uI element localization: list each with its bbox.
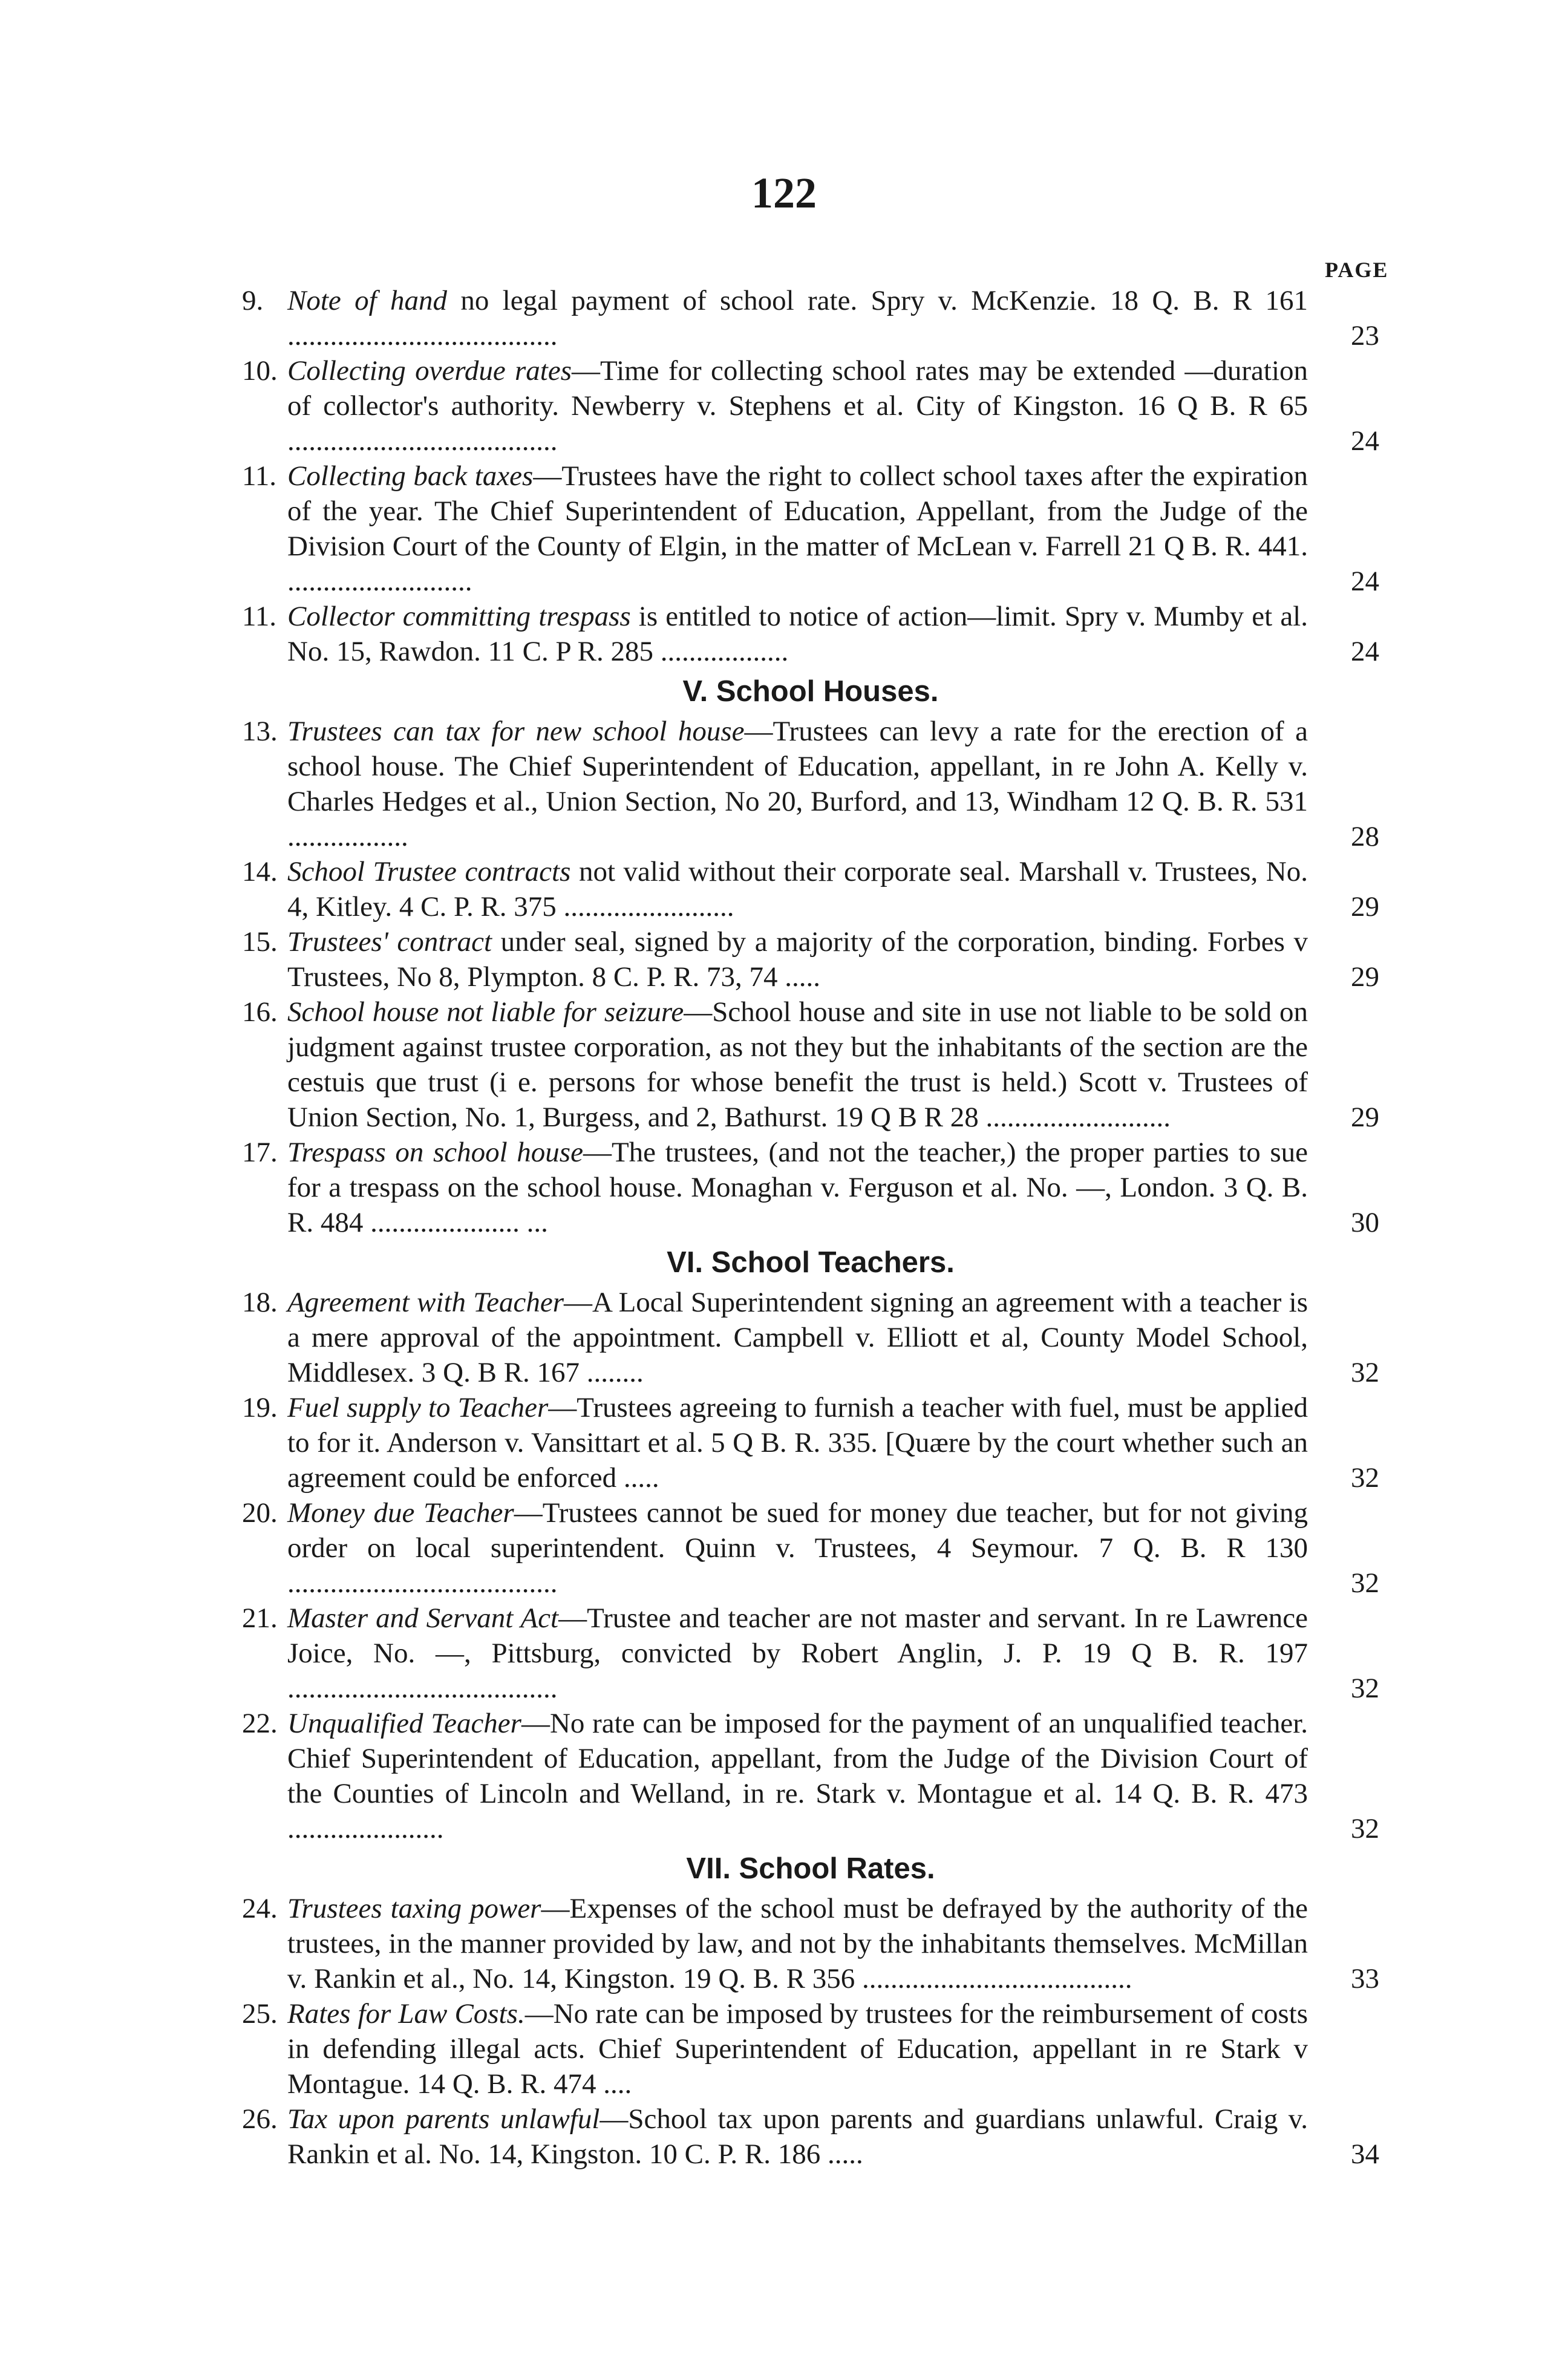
entry-title: Agreement with Teacher bbox=[287, 1287, 564, 1318]
entry-text: —Trustees have the right to collect school taxes after the expiration of the year. The Chief Superintendent of Education, Appellant, from the Judge of the Division Court of the County of Elgin, in the matter of McLean v. Farrell 21 Q B. R. 441. .......................... bbox=[287, 460, 1308, 597]
entry-number: 26. bbox=[242, 2103, 278, 2135]
index-entry bbox=[242, 1891, 1379, 1996]
entry-number: 21. bbox=[242, 1602, 278, 1634]
entry-page-ref: 34 bbox=[1351, 2138, 1379, 2170]
entry-text: —School tax upon parents and guardians unlawful. Craig v. Rankin et al. No. 14, Kingston. 10 C. P. R. 186 ..... bbox=[287, 2103, 1308, 2170]
index-entry bbox=[242, 599, 1379, 669]
entry-number: 11. bbox=[242, 601, 277, 632]
index-entry bbox=[242, 714, 1379, 854]
index-entry bbox=[242, 1996, 1379, 2102]
page-column-label: PAGE bbox=[1325, 258, 1389, 282]
entry-page-ref: 32 bbox=[1351, 1462, 1379, 1494]
entry-text: —School house and site in use not liable to be sold on judgment against trustee corporation, as not they but the inhabitants of the section are the cestuis que trust (i e. persons for whose benefit the trust is held.) Scott v. Trustees of Union Section, No. 1, Burgess, and 2, Bathurst. 19 Q B R 28 .......................... bbox=[287, 996, 1308, 1133]
entry-text: —Expenses of the school must be defrayed by the authority of the trustees, in the manner provided by law, and not by the inhabitants themselves. McMillan v. Rankin et al., No. 14, Kingston. 19 Q. B. R 356 ...................................... bbox=[287, 1893, 1308, 1994]
entry-page-ref: 24 bbox=[1351, 566, 1379, 597]
index-entry bbox=[242, 1706, 1379, 1846]
entry-number: 15. bbox=[242, 926, 278, 958]
entry-text: is entitled to notice of action—limit. Spry v. Mumby et al. No. 15, Rawdon. 11 C. P R. 285 .................. bbox=[287, 601, 1308, 667]
entry-page-ref: 30 bbox=[1351, 1207, 1379, 1238]
entry-title: Fuel supply to Teacher bbox=[287, 1392, 549, 1423]
entry-title: Collecting back taxes bbox=[287, 460, 534, 492]
entry-text: —Trustees agreeing to furnish a teacher with fuel, must be applied to for it. Anderson v. Vansittart et al. 5 Q B. R. 335. [Quære by the court whether such an agreement could be enforced ..... bbox=[287, 1392, 1308, 1494]
index-entry bbox=[242, 1390, 1379, 1495]
index-entry bbox=[242, 924, 1379, 995]
entry-number: 25. bbox=[242, 1998, 278, 2030]
entry-text: —A Local Superintendent signing an agreement with a teacher is a mere approval of the appointment. Campbell v. Elliott et al, County Model School, Middlesex. 3 Q. B R. 167 ........ bbox=[287, 1287, 1308, 1388]
entry-title: Trustees can tax for new school house bbox=[287, 716, 745, 747]
entry-page-ref: 29 bbox=[1351, 961, 1379, 993]
entry-text: —The trustees, (and not the teacher,) the proper parties to sue for a trespass on the school house. Monaghan v. Ferguson et al. No. —, London. 3 Q. B. R. 484 ..................... ... bbox=[287, 1137, 1308, 1238]
entry-title: Note of hand bbox=[287, 285, 447, 316]
index-entry bbox=[242, 1495, 1379, 1601]
entry-page-ref: 24 bbox=[1351, 636, 1379, 667]
entry-number: 9. bbox=[242, 285, 264, 316]
entry-title: Collecting overdue rates bbox=[287, 355, 572, 387]
entry-number: 20. bbox=[242, 1497, 278, 1529]
entry-page-ref: 32 bbox=[1351, 1813, 1379, 1844]
index-content bbox=[242, 283, 1379, 2172]
entry-page-ref: 32 bbox=[1351, 1673, 1379, 1704]
entry-title: School Trustee contracts bbox=[287, 856, 571, 887]
entry-number: 16. bbox=[242, 996, 278, 1028]
entry-number: 18. bbox=[242, 1287, 278, 1318]
index-entry bbox=[242, 1135, 1379, 1240]
entry-title: Rates for Law Costs. bbox=[287, 1998, 525, 2030]
entry-number: 19. bbox=[242, 1392, 278, 1423]
entry-text: —No rate can be imposed for the payment of an unqualified teacher. Chief Superintendent of Education, appellant, from the Judge of the Division Court of the Counties of Lincoln and Welland, in re. Stark v. Montague et al. 14 Q. B. R. 473 ...................... bbox=[287, 1708, 1308, 1844]
entry-title: School house not liable for seizure bbox=[287, 996, 684, 1028]
entry-text: —Time for collecting school rates may be extended —duration of collector's authority. Newberry v. Stephens et al. City of Kingston. 16 Q B. R 65 ...................................... bbox=[287, 355, 1308, 457]
section-heading: VII. School Rates. bbox=[686, 1852, 935, 1885]
entry-title: Tax upon parents unlawful bbox=[287, 2103, 600, 2135]
section-heading: VI. School Teachers. bbox=[667, 1246, 955, 1279]
index-entry bbox=[242, 995, 1379, 1135]
entry-page-ref: 29 bbox=[1351, 1102, 1379, 1133]
entry-text: under seal, signed by a majority of the corporation, binding. Forbes v Trustees, No 8, Plympton. 8 C. P. R. 73, 74 ..... bbox=[287, 926, 1308, 993]
entry-title: Trustees taxing power bbox=[287, 1893, 541, 1924]
entry-text: not valid without their corporate seal. Marshall v. Trustees, No. 4, Kitley. 4 C. P. R. 375 ........................ bbox=[287, 856, 1308, 923]
entry-number: 10. bbox=[242, 355, 278, 387]
index-entry bbox=[242, 1601, 1379, 1706]
entry-number: 13. bbox=[242, 716, 278, 747]
entry-number: 11. bbox=[242, 460, 277, 492]
entry-text: —Trustee and teacher are not master and servant. In re Lawrence Joice, No. —, Pittsburg, convicted by Robert Anglin, J. P. 19 Q B. R. 197 ...................................... bbox=[287, 1602, 1308, 1704]
entry-number: 17. bbox=[242, 1137, 278, 1168]
entry-number: 14. bbox=[242, 856, 278, 887]
section-heading: V. School Houses. bbox=[682, 675, 939, 708]
index-entry bbox=[242, 1285, 1379, 1390]
entry-text: no legal payment of school rate. Spry v. McKenzie. 18 Q. B. R 161 ...................................... bbox=[287, 285, 1308, 351]
entry-number: 24. bbox=[242, 1893, 278, 1924]
entry-title: Unqualified Teacher bbox=[287, 1708, 521, 1739]
entry-title: Trustees' contract bbox=[287, 926, 492, 958]
index-entry bbox=[242, 283, 1379, 353]
entry-title: Money due Teacher bbox=[287, 1497, 514, 1529]
entry-title: Master and Servant Act bbox=[287, 1602, 559, 1634]
entry-page-ref: 28 bbox=[1351, 821, 1379, 852]
entry-text: —No rate can be imposed by trustees for the reimbursement of costs in defending illegal acts. Chief Superintendent of Education, appellant in re Stark v Montague. 14 Q. B. R. 474 .... bbox=[287, 1998, 1308, 2100]
entry-title: Trespass on school house bbox=[287, 1137, 583, 1168]
entry-page-ref: 23 bbox=[1351, 320, 1379, 351]
page-number: 122 bbox=[751, 169, 817, 217]
entry-page-ref: 24 bbox=[1351, 425, 1379, 457]
index-entry bbox=[242, 459, 1379, 599]
entry-text: —Trustees can levy a rate for the erection of a school house. The Chief Superintendent of Education, appellant, in re John A. Kelly v. Charles Hedges et al., Union Section, No 20, Burford, and 13, Windham 12 Q. B. R. 531 ................. bbox=[287, 716, 1308, 852]
entry-page-ref: 33 bbox=[1351, 1963, 1379, 1994]
index-entry bbox=[242, 2102, 1379, 2172]
entry-page-ref: 32 bbox=[1351, 1567, 1379, 1599]
entry-number: 22. bbox=[242, 1708, 278, 1739]
entry-page-ref: 32 bbox=[1351, 1357, 1379, 1388]
entry-page-ref: 29 bbox=[1351, 891, 1379, 923]
index-entry bbox=[242, 854, 1379, 924]
index-entry bbox=[242, 353, 1379, 459]
entry-text: —Trustees cannot be sued for money due teacher, but for not giving order on local superintendent. Quinn v. Trustees, 4 Seymour. 7 Q. B. R 130 ...................................... bbox=[287, 1497, 1308, 1599]
entry-title: Collector committing trespass bbox=[287, 601, 631, 632]
